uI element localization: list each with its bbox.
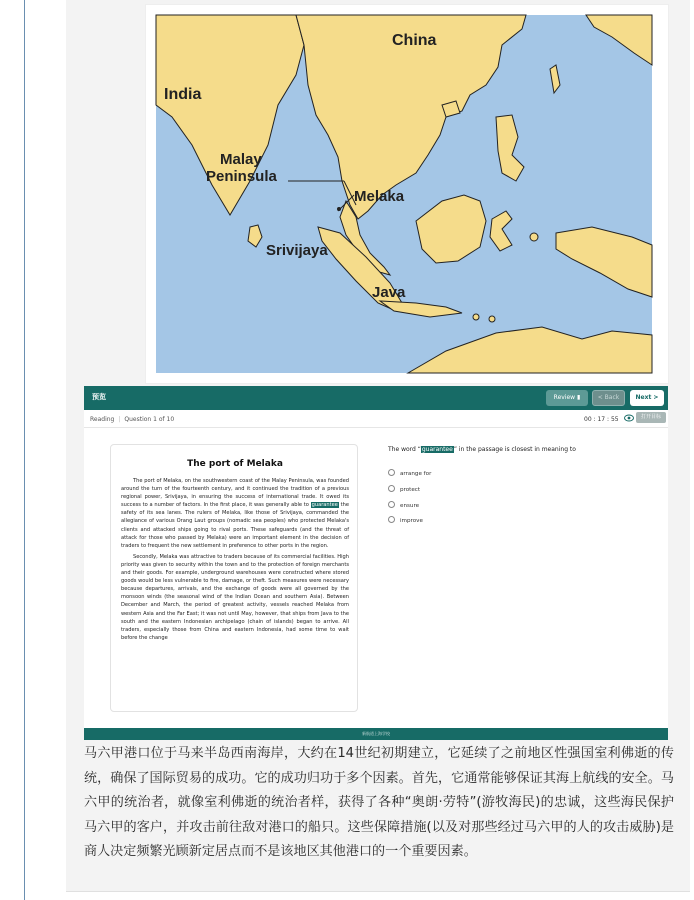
passage-paragraph-2: Secondly, Melaka was attractive to traders because of its commercial facilities. High priority was given to security within the town and to the protection of foreign merchants and their goods. For example, underground warehouses were constructed where stored goods would be less vulnerable to fire, damage, or theft. Such measures were necessary because departures, arrivals, and the exchange of goods were all governed by the monsoon winds (the seasonal wind of the Indian Ocean and southern Asia). Between December and March, the period of greatest activity, vessels reached Melaka from western Asia and the Far East; it was not until May, however, that ships from Java to the south and the eastern Indonesian archipelago (chain of islands) began to arrive. All traders, especially those from China and eastern Indonesia, had some time to wait before the change: [121, 553, 349, 641]
option-label: improve: [400, 518, 423, 524]
test-footer-bar: [84, 728, 668, 740]
melaka-dot: [337, 207, 341, 211]
breadcrumb-section: Reading: [90, 416, 115, 423]
brand-label: 预览: [92, 393, 106, 401]
bookmark-icon: ▮: [577, 394, 581, 401]
map-label-india: India: [164, 86, 202, 103]
back-button[interactable]: < Back: [592, 390, 625, 406]
question-stem: [388, 446, 658, 453]
map-label-china: China: [392, 32, 437, 49]
map-label-peninsula: Peninsula: [206, 168, 277, 185]
timer: 00 : 17 : 55: [584, 416, 619, 423]
breadcrumb-question: Question 1 of 10: [124, 416, 175, 423]
land-islet: [473, 314, 479, 320]
question-keyword: guarantee: [421, 446, 453, 453]
land-islet: [530, 233, 538, 241]
passage-text: the safety of its sea lanes. The rulers of Melaka, like those of Srivijaya, commanded the allegiance of various Orang Laut groups (nomadic sea peoples) who protected Melaka's clients and attacked ships going to rival ports. These safeguards (and the threat of attack for those who passed by Melaka) were an important element in the decision of traders to frequent the new settlement in preference to other ports in the region.: [121, 502, 349, 549]
footer-text: 新航道上海学校: [362, 731, 390, 736]
southeast-asia-map: [146, 5, 670, 385]
eye-icon[interactable]: [624, 414, 634, 422]
hide-timer-button[interactable]: 打开目标: [636, 412, 666, 423]
highlighted-word: guarantee: [311, 502, 338, 509]
breadcrumb: Reading | Question 1 of 10: [90, 416, 175, 423]
radio-button[interactable]: [388, 485, 395, 492]
radio-button[interactable]: [388, 516, 395, 523]
option-label: ensure: [400, 503, 420, 509]
test-top-bar: [84, 386, 668, 410]
passage-card: [110, 444, 358, 712]
option-d[interactable]: [388, 516, 423, 524]
option-c[interactable]: [388, 501, 419, 509]
passage-body: [121, 477, 349, 645]
review-button[interactable]: [546, 390, 588, 406]
test-subheader: [84, 410, 668, 428]
translation-paragraph: 马六甲港口位于马来半岛西南海岸，大约在14世纪初期建立，它延续了之前地区性强国室利佛逝的传统，确保了国际贸易的成功。它的成功归功于多个因素。首先，它通常能够保证其海上航线的安全。马六甲的统治者，就像室利佛逝的统治者样，获得了各种“奥朗·劳特”(游牧海民)的忠诚，这些海民保护马六甲的客户，并攻击前往敌对港口的船只。这些保障措施(以及对那些经过马六甲的人的攻击威胁)是商人决定频繁光顾新定居点而不是该地区其他港口的一个重要因素。: [84, 746, 674, 860]
passage-title: The port of Melaka: [187, 459, 283, 469]
option-b[interactable]: [388, 485, 420, 493]
test-screenshot: [84, 386, 668, 740]
review-label: Review: [553, 394, 576, 401]
land-islet: [489, 316, 495, 322]
left-border-rule: [24, 0, 25, 900]
radio-button[interactable]: [388, 469, 395, 476]
option-a[interactable]: [388, 469, 431, 477]
passage-text: The port of Melaka, on the southwestern coast of the Malay Peninsula, was founded around the turn of the fourteenth century, and it continued the tradition of a previous regional power, Srivijaya, in ensuring the success of international trade. It owed its success to a number of factors. In the first place, it was generally able to: [121, 478, 349, 509]
map-label-melaka: Melaka: [354, 188, 405, 205]
map-label-java: Java: [372, 284, 406, 301]
question-text: The word “: [388, 446, 421, 453]
question-text: ” in the passage is closest in meaning to: [453, 446, 576, 453]
passage-paragraph-1: [121, 477, 349, 550]
map-label-malay: Malay: [220, 151, 262, 168]
map-image: [145, 4, 669, 384]
map-label-srivijaya: Srivijaya: [266, 242, 328, 259]
radio-button[interactable]: [388, 501, 395, 508]
option-label: arrange for: [400, 471, 432, 477]
next-button[interactable]: Next >: [630, 390, 664, 406]
option-label: protect: [400, 487, 421, 493]
